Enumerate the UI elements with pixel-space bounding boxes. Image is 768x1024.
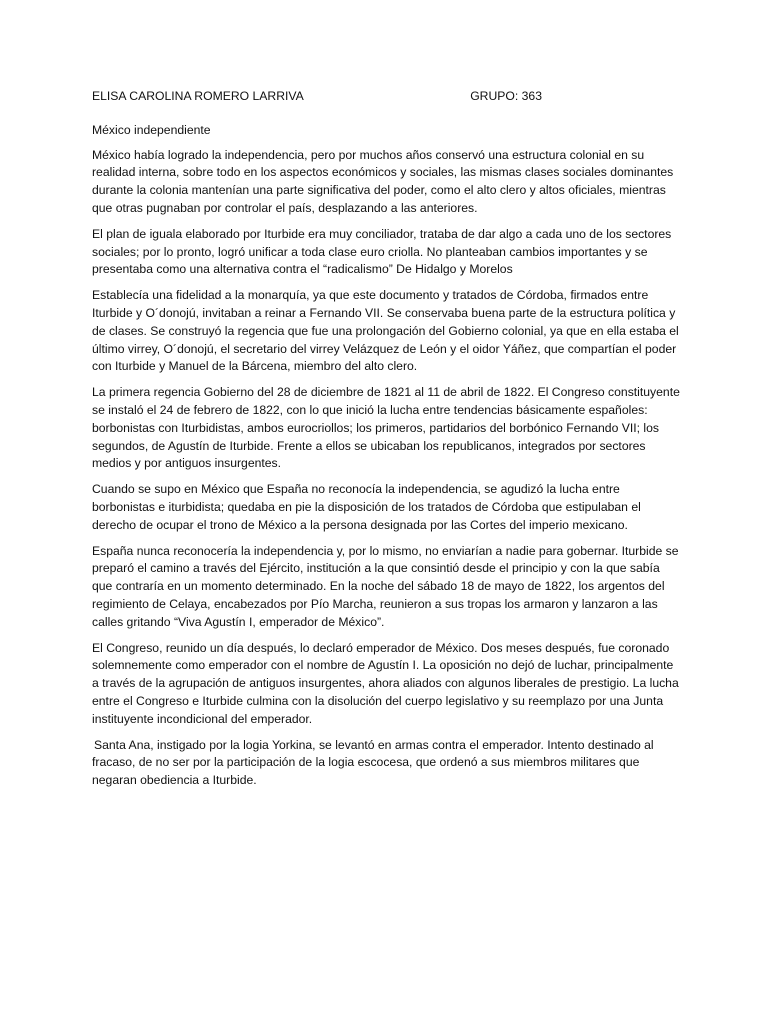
paragraph-6: España nunca reconocería la independencia y, por lo mismo, no enviarían a nadie para gobernar. Iturbide se preparó el camino a través del Ejército, institución a la que consintió desde el principio y con la que sabía que contraría en un momento determinado. En la noche del sábado 18 de mayo de 1822, los argentos del regimiento de Celaya, encabezados por Pío Marcha, reunieron a sus tropas los armaron y lanzaron a las calles gritando “Viva Agustín I, emperador de México”. xyxy=(92,543,679,629)
document-content xyxy=(92,88,682,798)
document-title: México independiente xyxy=(92,122,211,137)
paragraph-8: Santa Ana, instigado por la logia Yorkina, se levantó en armas contra el emperador. Intento destinado al fracaso, de no ser por la participación de la logia escocesa, que ordenó a sus miembros militares que negaran obediencia a Iturbide. xyxy=(92,737,654,788)
paragraph-7: El Congreso, reunido un día después, lo declaró emperador de México. Dos meses después, fue coronado solemnemente como emperador con el nombre de Agustín I. La oposición no dejó de luchar, principalmente a través de la agrupación de antiguos insurgentes, ahora aliados con algunos liberales de prestigio. La lucha entre el Congreso e Iturbide culmina con la disolución del cuerpo legislativo y su reemplazo por una Junta instituyente incondicional del emperador. xyxy=(92,640,679,726)
header-line xyxy=(92,88,542,106)
paragraph-4: La primera regencia Gobierno del 28 de diciembre de 1821 al 11 de abril de 1822. El Congreso constituyente se instaló el 24 de febrero de 1822, con lo que inició la lucha entre tendencias básicamente españoles: borbonistas con Iturbidistas, ambos eurocriollos; los primeros, partidarios del borbónico Fernando VII; los segundos, de Agustín de Iturbide. Frente a ellos se ubicaban los republicanos, integrados por sectores medios y por antiguos insurgentes. xyxy=(92,385,680,471)
group-number: GRUPO: 363 xyxy=(470,89,542,103)
paragraph-1: México había logrado la independencia, pero por muchos años conservó una estructura colonial en su realidad interna, sobre todo en los aspectos económicos y sociales, las mismas clases sociales dominantes durante la colonia mantenían una parte significativa del poder, como el alto clero y altos oficiales, mientras que otras pugnaban por controlar el país, desplazando a las anteriores. xyxy=(92,147,674,215)
paragraph-3: Establecía una fidelidad a la monarquía, ya que este documento y tratados de Córdoba, firmados entre Iturbide y O´donojú, invitaban a reinar a Fernando VII. Se conservaba buena parte de la estructura política y de clases. Se construyó la regencia que fue una prolongación del Gobierno colonial, ya que en ella estaba el último virrey, O´donojú, el secretario del virrey Velázquez de León y el oidor Yáñez, que compartían el poder con Iturbide y Manuel de la Bárcena, miembro del alto clero. xyxy=(92,288,679,374)
paragraph-2: El plan de iguala elaborado por Iturbide era muy conciliador, trataba de dar algo a cada uno de los sectores sociales; por lo pronto, logró unificar a toda clase euro criolla. No planteaban cambios importantes y se presentaba como una alternativa contra el “radicalismo” De Hidalgo y Morelos xyxy=(92,226,672,277)
paragraph-5: Cuando se supo en México que España no reconocía la independencia, se agudizó la lucha entre borbonistas e iturbidista; quedaba en pie la disposición de los tratados de Córdoba que estipulaban el derecho de ocupar el trono de México a la persona designada por las Cortes del imperio mexicano. xyxy=(92,482,641,532)
student-name: ELISA CAROLINA ROMERO LARRIVA xyxy=(92,89,304,103)
